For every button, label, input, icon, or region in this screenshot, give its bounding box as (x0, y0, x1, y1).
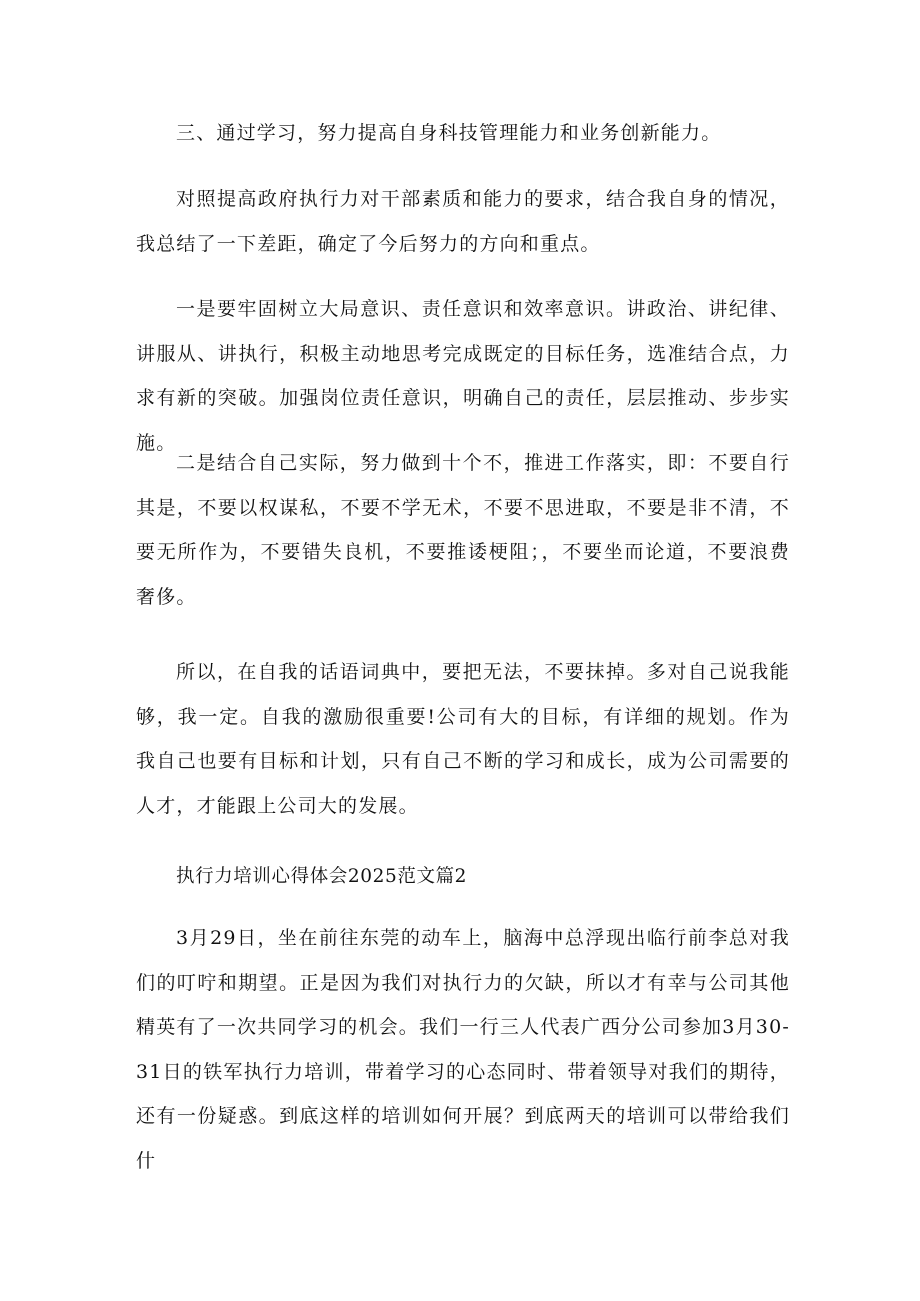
section-heading: 执行力培训心得体会2025范文篇2 (176, 866, 468, 887)
paragraph-conclusion: 所以，在自我的话语词典中，要把无法，不要抹掉。多对自己说我能够，我一定。自我的激励很重要!公司有大的目标，有详细的规划。作为我自己也要有目标和计划，只有自己不断的学习和成长，成为公司需要的人才，才能跟上公司大的发展。 (136, 661, 790, 817)
paragraph-training-intro: 3月29日，坐在前往东莞的动车上，脑海中总浮现出临行前李总对我们的叮咛和期望。正是因为我们对执行力的欠缺，所以才有幸与公司其他精英有了一次共同学习的机会。我们一行三人代表广西分公司参加3月30-31日的铁军执行力培训，带着学习的心态同时、带着领导对我们的期待，还有一份疑惑。到底这样的培训如何开展？到底两天的培训可以带给我们什 (136, 927, 790, 1172)
paragraph-point-one: 一是要牢固树立大局意识、责任意识和效率意识。讲政治、讲纪律、讲服从、讲执行，积极主动地思考完成既定的目标任务，选准结合点，力求有新的突破。加强岗位责任意识，明确自己的责任，层层推动、步步实施。 (136, 298, 790, 454)
paragraph-point-two: 二是结合自己实际，努力做到十个不，推进工作落实，即：不要自行其是，不要以权谋私，不要不学无术，不要不思进取，不要是非不清，不要无所作为，不要错失良机，不要推诿梗阻；，不要坐而论道，不要浪费奢侈。 (136, 452, 790, 608)
paragraph-section-three: 三、通过学习，努力提高自身科技管理能力和业务创新能力。 (176, 122, 722, 144)
paragraph-self-comparison: 对照提高政府执行力对干部素质和能力的要求，结合我自身的情况，我总结了一下差距，确定了今后努力的方向和重点。 (136, 188, 790, 255)
